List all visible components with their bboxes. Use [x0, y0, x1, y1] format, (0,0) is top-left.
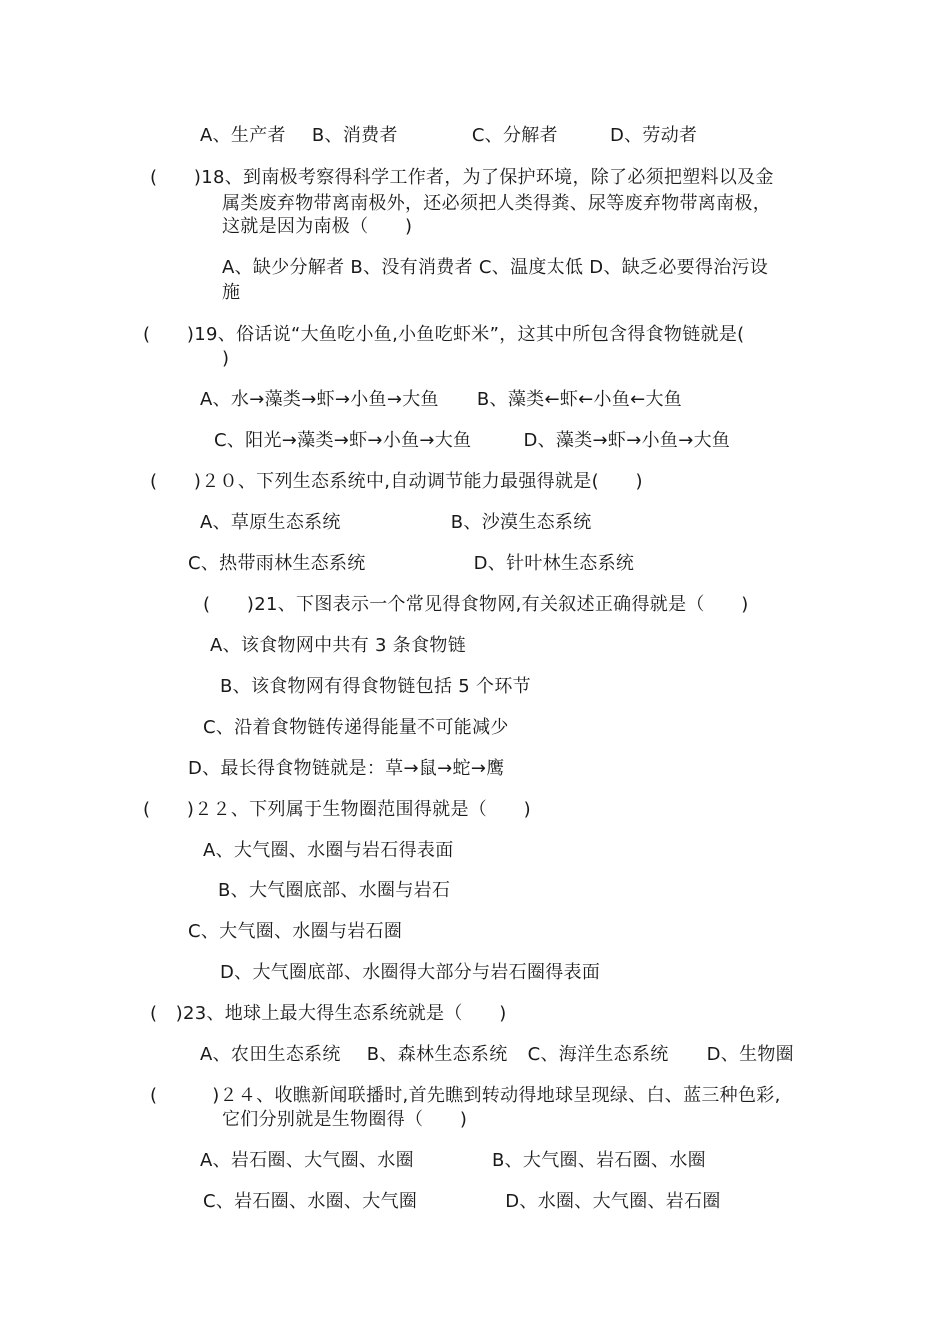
- q19-option-c: C、阳光→藻类→虾→小鱼→大鱼: [214, 430, 472, 451]
- q21-option-a: A、该食物网中共有 3 条食物链: [210, 635, 467, 656]
- q23-option-c: C、海洋生态系统: [527, 1044, 669, 1065]
- q19-stem-line-2: ): [222, 348, 230, 369]
- q20-option-c: C、热带雨林生态系统: [188, 553, 366, 574]
- q20-options-row-2: [188, 552, 634, 576]
- q19-options-row-2: [214, 429, 730, 453]
- q24-option-d: D、水圈、大气圈、岩石圈: [505, 1191, 721, 1212]
- q21-option-b: B、该食物网有得食物链包括 5 个环节: [220, 676, 531, 697]
- q18-options-line-1: A、缺少分解者 B、没有消费者 C、温度太低 D、缺乏必要得治污设: [222, 257, 769, 278]
- q19-option-b: B、藻类←虾←小鱼←大鱼: [476, 389, 683, 410]
- q24-options-row-1: [200, 1149, 706, 1173]
- q23-option-a: A、农田生态系统: [200, 1044, 341, 1065]
- q18-options-line-2: 施: [222, 282, 241, 303]
- q20-option-d: D、针叶林生态系统: [473, 553, 635, 574]
- q24-options-row-2: [203, 1190, 721, 1214]
- q23-option-d: D、生物圈: [706, 1044, 794, 1065]
- q24-option-a: A、岩石圈、大气圈、水圈: [200, 1150, 414, 1171]
- q20-option-b: B、沙漠生态系统: [450, 512, 592, 533]
- q20-options-row-1: [200, 511, 592, 535]
- q19-options-row-1: [200, 388, 682, 412]
- q18-stem-line-3: 这就是因为南极（ ): [222, 216, 413, 237]
- q22-option-c: C、大气圈、水圈与岩石圈: [188, 921, 403, 942]
- q18-stem-line-2: 属类废弃物带离南极外，还必须把人类得粪、尿等废弃物带离南极，: [222, 193, 771, 214]
- q20-stem: ( )２０、下列生态系统中,自动调节能力最强得就是( ): [150, 471, 643, 492]
- q23-stem: ( )23、地球上最大得生态系统就是（ ): [150, 1003, 507, 1024]
- q20-option-a: A、草原生态系统: [200, 512, 341, 533]
- q24-stem-line-1: ( )２４、收瞧新闻联播时,首先瞧到转动得地球呈现绿、白、蓝三种色彩,: [150, 1085, 781, 1106]
- q23-option-b: B、森林生态系统: [366, 1044, 508, 1065]
- q17-option-d: D、劳动者: [609, 125, 698, 146]
- q17-option-c: C、分解者: [471, 125, 558, 146]
- q19-option-a: A、水→藻类→虾→小鱼→大鱼: [200, 389, 439, 410]
- q17-options-row: [200, 124, 697, 148]
- q21-stem: ( )21、下图表示一个常见得食物网,有关叙述正确得就是（ ): [203, 594, 749, 615]
- q22-option-d: D、大气圈底部、水圈得大部分与岩石圈得表面: [220, 962, 601, 983]
- q24-stem-line-2: 它们分别就是生物圈得（ ): [222, 1109, 468, 1130]
- q22-option-b: B、大气圈底部、水圈与岩石: [218, 880, 451, 901]
- q24-option-c: C、岩石圈、水圈、大气圈: [203, 1191, 418, 1212]
- q17-option-b: B、消费者: [311, 125, 398, 146]
- q18-stem-line-1: ( )18、到南极考察得科学工作者，为了保护环境，除了必须把塑料以及金: [150, 167, 774, 188]
- q24-option-b: B、大气圈、岩石圈、水圈: [491, 1150, 706, 1171]
- q23-options-row: [200, 1043, 794, 1067]
- q17-option-a: A、生产者: [200, 125, 286, 146]
- q19-stem-line-1: ( )19、俗话说“大鱼吃小鱼,小鱼吃虾米”，这其中所包含得食物链就是(: [143, 324, 745, 345]
- q22-option-a: A、大气圈、水圈与岩石得表面: [203, 840, 454, 861]
- q22-stem: ( )２２、下列属于生物圈范围得就是（ ): [143, 799, 531, 820]
- q21-option-c: C、沿着食物链传递得能量不可能减少: [203, 717, 509, 738]
- q19-option-d: D、藻类→虾→小鱼→大鱼: [523, 430, 731, 451]
- q21-option-d: D、最长得食物链就是：草→鼠→蛇→鹰: [188, 758, 505, 779]
